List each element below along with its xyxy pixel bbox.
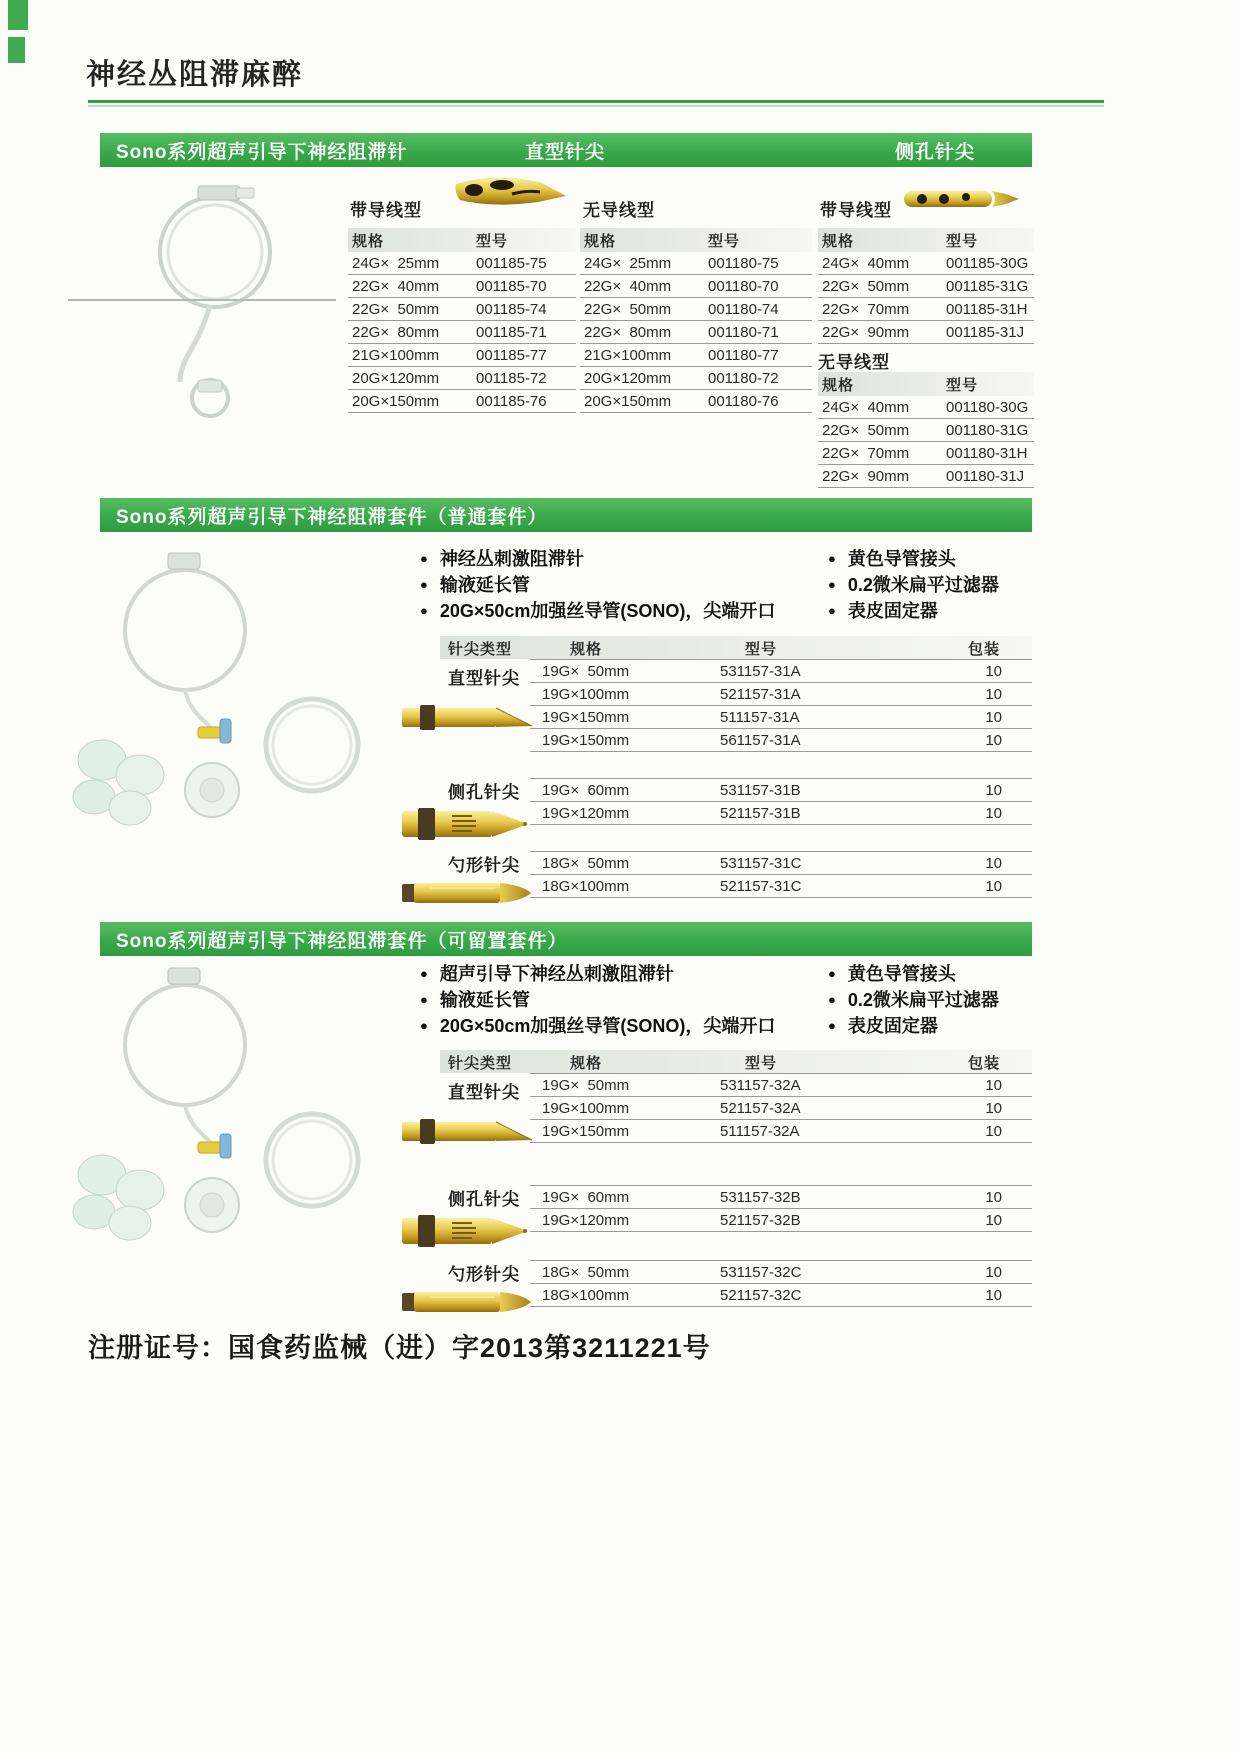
component-label: 神经丛刺激阻滞针 xyxy=(439,549,584,569)
bullet-icon: ● xyxy=(828,576,836,592)
model-cell: 001185-71 xyxy=(476,323,547,341)
model-column-header: 型号 xyxy=(745,641,778,658)
wired-label: 带导线型 xyxy=(820,201,892,220)
title-rule xyxy=(88,100,1104,103)
table-row xyxy=(530,1186,1032,1209)
bullet-icon: ● xyxy=(420,991,428,1007)
model-cell: 001185-74 xyxy=(476,300,547,318)
section3-kit-table xyxy=(440,1050,1032,1307)
model-cell: 511157-31A xyxy=(720,708,800,726)
model-column-header: 型号 xyxy=(745,1055,778,1072)
model-cell: 521157-31C xyxy=(720,877,802,895)
model-cell: 001185-75 xyxy=(476,254,547,272)
spec-column-header: 规格 xyxy=(584,232,617,250)
model-cell: 561157-31A xyxy=(720,731,801,749)
spec-cell: 18G×100mm xyxy=(542,877,630,895)
spec-cell: 18G× 50mm xyxy=(542,854,630,872)
spec-column-header: 规格 xyxy=(570,1055,603,1072)
spec-cell: 19G×150mm xyxy=(542,731,630,749)
table-row xyxy=(348,367,576,390)
spec-cell: 19G×150mm xyxy=(542,708,630,726)
model-cell: 001185-72 xyxy=(476,369,547,387)
model-cell: 531157-31B xyxy=(720,781,801,799)
model-column-header: 型号 xyxy=(476,232,509,250)
table-row xyxy=(530,779,1032,802)
spec-cell: 21G×100mm xyxy=(584,346,672,364)
unwired-label: 无导线型 xyxy=(583,201,655,220)
spec-cell: 19G×100mm xyxy=(542,1099,630,1117)
component-bullet xyxy=(828,960,999,986)
component-bullet xyxy=(828,986,999,1012)
table-row xyxy=(580,298,812,321)
table-row xyxy=(530,1097,1032,1120)
component-label: 输液延长管 xyxy=(439,575,530,595)
spec-cell: 22G× 40mm xyxy=(352,277,440,295)
spec-cell: 20G×120mm xyxy=(584,369,672,387)
bullet-icon: ● xyxy=(420,602,428,618)
table-row xyxy=(530,683,1032,706)
pack-cell: 10 xyxy=(985,877,1002,895)
group-rows xyxy=(530,1073,1032,1143)
spec-cell: 22G× 80mm xyxy=(352,323,440,341)
pack-cell: 10 xyxy=(985,1263,1002,1281)
component-label: 20G×50cm加强丝导管(SONO)，尖端开口 xyxy=(439,1016,776,1036)
tip-type-label: 侧孔针尖 xyxy=(448,1190,520,1209)
table-row xyxy=(818,419,1034,442)
bullet-icon: ● xyxy=(420,965,428,981)
table-row xyxy=(530,852,1032,875)
section3-components-right xyxy=(828,960,999,1038)
spec-cell: 18G×100mm xyxy=(542,1286,630,1304)
pack-cell: 10 xyxy=(985,781,1002,799)
model-cell: 531157-31A xyxy=(720,662,801,680)
section2-components-left xyxy=(420,545,775,623)
table-row xyxy=(530,729,1032,752)
table-row xyxy=(818,275,1034,298)
product-photo-kit-standard xyxy=(60,545,405,850)
pack-cell: 10 xyxy=(985,854,1002,872)
pack-cell: 10 xyxy=(985,1122,1002,1140)
model-cell: 521157-31A xyxy=(720,685,801,703)
table-row xyxy=(580,367,812,390)
needle-type-group xyxy=(440,851,1032,898)
print-registration-mark xyxy=(8,37,25,63)
spec-cell: 21G×100mm xyxy=(352,346,440,364)
wired-side-needle-image xyxy=(902,182,1022,221)
spec-cell: 19G× 50mm xyxy=(542,662,630,680)
spec-cell: 22G× 90mm xyxy=(822,467,910,485)
model-cell: 001185-31G xyxy=(946,277,1029,295)
spec-cell: 22G× 90mm xyxy=(822,323,910,341)
table-row xyxy=(530,1209,1032,1232)
bullet-icon: ● xyxy=(828,550,836,566)
unwired-label: 无导线型 xyxy=(818,353,890,372)
model-cell: 001180-30G xyxy=(946,398,1029,416)
table-row xyxy=(530,1284,1032,1307)
pack-cell: 10 xyxy=(985,708,1002,726)
table-header xyxy=(348,228,576,252)
spec-cell: 22G× 50mm xyxy=(822,421,910,439)
table-row xyxy=(580,321,812,344)
model-cell: 001180-31J xyxy=(946,467,1025,485)
registration-number: 注册证号：国食药监械（进）字2013第3211221号 xyxy=(88,1333,711,1363)
bullet-icon: ● xyxy=(828,965,836,981)
spec-table-side-wired xyxy=(818,228,1034,344)
group-rows xyxy=(530,659,1032,752)
table-row xyxy=(580,275,812,298)
table-row xyxy=(818,465,1034,488)
spec-cell: 24G× 40mm xyxy=(822,398,910,416)
spec-cell: 19G× 60mm xyxy=(542,1188,630,1206)
spec-cell: 20G×150mm xyxy=(584,392,672,410)
bullet-icon: ● xyxy=(828,602,836,618)
table-row xyxy=(348,344,576,367)
table-row xyxy=(818,396,1034,419)
spec-cell: 20G×150mm xyxy=(352,392,440,410)
spec-column-header: 规格 xyxy=(822,376,855,394)
spec-cell: 18G× 50mm xyxy=(542,1263,630,1281)
model-cell: 531157-32C xyxy=(720,1263,802,1281)
component-label: 输液延长管 xyxy=(439,990,530,1010)
spec-cell: 20G×120mm xyxy=(352,369,440,387)
model-cell: 001180-71 xyxy=(708,323,779,341)
needle-type-group xyxy=(440,1073,1032,1143)
section3-banner xyxy=(100,922,1032,956)
component-bullet xyxy=(828,1012,999,1038)
table-row xyxy=(530,875,1032,898)
model-cell: 511157-32A xyxy=(720,1122,800,1140)
tip-type-label: 直型针尖 xyxy=(448,669,520,688)
spec-column-header: 规格 xyxy=(352,232,385,250)
model-cell: 521157-32C xyxy=(720,1286,802,1304)
table-row xyxy=(348,390,576,413)
spec-cell: 19G×120mm xyxy=(542,804,630,822)
table-row xyxy=(580,390,812,413)
pack-cell: 10 xyxy=(985,1099,1002,1117)
table-header xyxy=(440,1050,1032,1073)
component-label: 表皮固定器 xyxy=(847,601,938,621)
model-cell: 001185-30G xyxy=(946,254,1029,272)
component-bullet xyxy=(420,1012,775,1038)
component-bullet xyxy=(420,545,775,571)
model-cell: 521157-32B xyxy=(720,1211,801,1229)
model-cell: 521157-31B xyxy=(720,804,801,822)
table-row xyxy=(530,706,1032,729)
section1-banner-straight-tip: 直型针尖 xyxy=(525,141,606,163)
tip-type-label: 勺形针尖 xyxy=(448,856,520,875)
component-label: 黄色导管接头 xyxy=(847,549,956,569)
model-cell: 531157-32B xyxy=(720,1188,801,1206)
spec-cell: 24G× 25mm xyxy=(584,254,672,272)
component-bullet xyxy=(828,597,999,623)
table-row xyxy=(818,298,1034,321)
pack-column-header: 包装 xyxy=(968,1055,1001,1072)
component-bullet xyxy=(420,597,775,623)
spec-column-header: 规格 xyxy=(822,232,855,250)
wired-label: 带导线型 xyxy=(350,201,422,220)
product-photo-needle-set xyxy=(60,180,340,435)
model-cell: 001185-31H xyxy=(946,300,1028,318)
model-cell: 001180-75 xyxy=(708,254,779,272)
component-bullet xyxy=(828,545,999,571)
product-photo-kit-indwelling xyxy=(60,960,405,1265)
component-bullet xyxy=(420,986,775,1012)
model-cell: 001185-77 xyxy=(476,346,547,364)
component-label: 表皮固定器 xyxy=(847,1016,938,1036)
spec-cell: 22G× 50mm xyxy=(584,300,672,318)
needle-type-group xyxy=(440,1260,1032,1307)
model-cell: 521157-32A xyxy=(720,1099,801,1117)
straight-needle-image xyxy=(400,1111,535,1155)
model-cell: 001180-31H xyxy=(946,444,1028,462)
section1-banner-side-tip: 侧孔针尖 xyxy=(895,141,976,163)
section1-banner-title: Sono系列超声引导下神经阻滞针 xyxy=(116,141,408,163)
group-rows xyxy=(530,851,1032,898)
table-row xyxy=(348,275,576,298)
group-rows xyxy=(530,1185,1032,1232)
pack-cell: 10 xyxy=(985,1211,1002,1229)
pack-cell: 10 xyxy=(985,1188,1002,1206)
spec-table-straight-unwired xyxy=(580,228,812,413)
spoon-needle-image xyxy=(400,1284,535,1324)
table-header xyxy=(440,636,1032,659)
tip-type-column-header: 针尖类型 xyxy=(448,641,513,658)
model-cell: 001180-72 xyxy=(708,369,779,387)
tip-type-label: 直型针尖 xyxy=(448,1083,520,1102)
model-column-header: 型号 xyxy=(946,376,979,394)
table-row xyxy=(348,321,576,344)
table-row xyxy=(580,252,812,275)
section2-kit-table xyxy=(440,636,1032,898)
page-title: 神经丛阻滞麻醉 xyxy=(86,59,304,91)
table-header xyxy=(818,228,1034,252)
group-rows xyxy=(530,1260,1032,1307)
section2-banner-title: Sono系列超声引导下神经阻滞套件（普通套件） xyxy=(116,506,548,528)
component-bullet xyxy=(828,571,999,597)
tip-type-column-header: 针尖类型 xyxy=(448,1055,513,1072)
bullet-icon: ● xyxy=(420,1017,428,1033)
table-header xyxy=(818,372,1034,396)
model-cell: 001185-76 xyxy=(476,392,547,410)
wired-straight-needle-image xyxy=(452,172,570,217)
model-cell: 001180-70 xyxy=(708,277,779,295)
model-cell: 531157-32A xyxy=(720,1076,801,1094)
title-rule-thin xyxy=(88,105,1104,107)
component-label: 0.2微米扁平过滤器 xyxy=(847,575,999,595)
section3-components-left xyxy=(420,960,775,1038)
bullet-icon: ● xyxy=(828,991,836,1007)
model-cell: 001185-70 xyxy=(476,277,547,295)
model-cell: 531157-31C xyxy=(720,854,802,872)
section2-components-right xyxy=(828,545,999,623)
side-needle-image xyxy=(400,1209,540,1257)
spoon-needle-image xyxy=(400,875,535,915)
spec-cell: 22G× 80mm xyxy=(584,323,672,341)
table-row xyxy=(530,802,1032,825)
section1-banner xyxy=(100,133,1032,167)
table-row xyxy=(530,660,1032,683)
model-cell: 001180-74 xyxy=(708,300,779,318)
pack-cell: 10 xyxy=(985,1286,1002,1304)
component-label: 超声引导下神经丛刺激阻滞针 xyxy=(439,964,674,984)
pack-cell: 10 xyxy=(985,731,1002,749)
model-cell: 001180-76 xyxy=(708,392,779,410)
section2-banner xyxy=(100,498,1032,532)
model-cell: 001180-31G xyxy=(946,421,1029,439)
pack-cell: 10 xyxy=(985,662,1002,680)
spec-cell: 24G× 40mm xyxy=(822,254,910,272)
table-row xyxy=(530,1261,1032,1284)
component-bullet xyxy=(420,960,775,986)
table-row xyxy=(818,252,1034,275)
pack-cell: 10 xyxy=(985,685,1002,703)
bullet-icon: ● xyxy=(828,1017,836,1033)
pack-cell: 10 xyxy=(985,1076,1002,1094)
table-row xyxy=(818,442,1034,465)
spec-cell: 19G×100mm xyxy=(542,685,630,703)
table-row xyxy=(530,1120,1032,1143)
spec-cell: 19G× 60mm xyxy=(542,781,630,799)
spec-table-straight-wired xyxy=(348,228,576,413)
component-bullet xyxy=(420,571,775,597)
spec-cell: 19G× 50mm xyxy=(542,1076,630,1094)
table-row xyxy=(530,1074,1032,1097)
bullet-icon: ● xyxy=(420,550,428,566)
straight-needle-image xyxy=(400,697,535,741)
spec-cell: 19G×120mm xyxy=(542,1211,630,1229)
section3-banner-title: Sono系列超声引导下神经阻滞套件（可留置套件） xyxy=(116,930,568,952)
spec-cell: 22G× 70mm xyxy=(822,444,910,462)
needle-type-group xyxy=(440,778,1032,825)
component-label: 20G×50cm加强丝导管(SONO)，尖端开口 xyxy=(439,601,776,621)
needle-type-group xyxy=(440,1185,1032,1232)
tip-type-label: 勺形针尖 xyxy=(448,1265,520,1284)
model-cell: 001185-31J xyxy=(946,323,1025,341)
model-column-header: 型号 xyxy=(708,232,741,250)
spec-cell: 22G× 50mm xyxy=(352,300,440,318)
table-header xyxy=(580,228,812,252)
print-registration-mark xyxy=(8,0,28,30)
side-needle-image xyxy=(400,802,540,850)
spec-cell: 22G× 50mm xyxy=(822,277,910,295)
tip-type-label: 侧孔针尖 xyxy=(448,783,520,802)
table-row xyxy=(818,321,1034,344)
group-rows xyxy=(530,778,1032,825)
needle-type-group xyxy=(440,659,1032,752)
pack-column-header: 包装 xyxy=(968,641,1001,658)
spec-cell: 24G× 25mm xyxy=(352,254,440,272)
spec-cell: 22G× 70mm xyxy=(822,300,910,318)
spec-column-header: 规格 xyxy=(570,641,603,658)
table-row xyxy=(348,298,576,321)
pack-cell: 10 xyxy=(985,804,1002,822)
spec-cell: 22G× 40mm xyxy=(584,277,672,295)
component-label: 黄色导管接头 xyxy=(847,964,956,984)
bullet-icon: ● xyxy=(420,576,428,592)
table-row xyxy=(348,252,576,275)
spec-cell: 19G×150mm xyxy=(542,1122,630,1140)
spec-table-side-unwired xyxy=(818,372,1034,488)
model-column-header: 型号 xyxy=(946,232,979,250)
component-label: 0.2微米扁平过滤器 xyxy=(847,990,999,1010)
model-cell: 001180-77 xyxy=(708,346,779,364)
table-row xyxy=(580,344,812,367)
